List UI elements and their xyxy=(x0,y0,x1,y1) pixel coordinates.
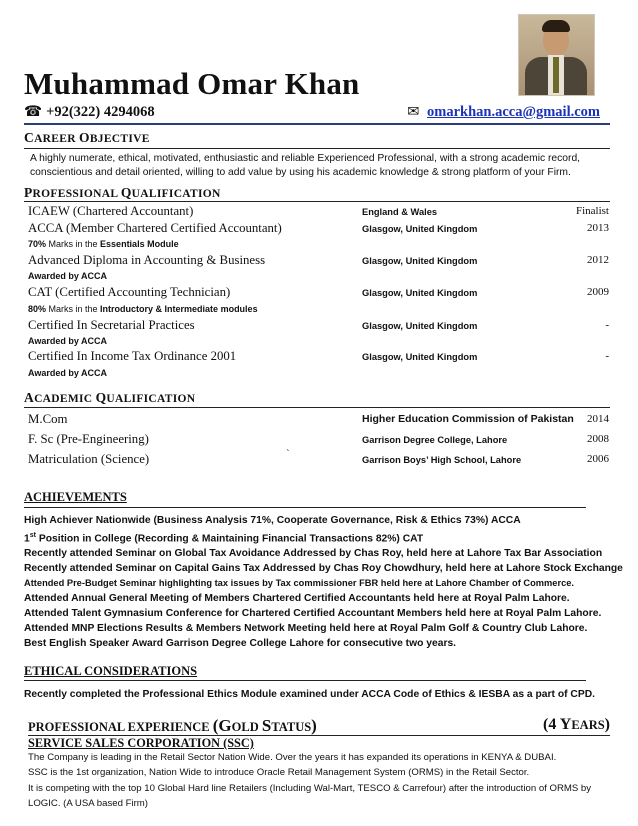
qualification-location: Glasgow, United Kingdom xyxy=(362,288,478,298)
qualification-row xyxy=(28,204,612,220)
qualification-note: 70% Marks in the Essentials Module xyxy=(28,239,179,249)
qualification-note: Awarded by ACCA xyxy=(28,336,108,346)
qualification-title: Advanced Diploma in Accounting & Business xyxy=(28,253,266,267)
achievement-item: Attended MNP Elections Results & Members Network Meeting held here at Royal Palm Golf & Country Club Lahore. xyxy=(24,623,588,635)
description-line: The Company is leading in the Retail Sector Nation Wide. Over the years it has expanded its operations in KENYA & DUBAI. xyxy=(28,752,557,763)
academic-title: M.Com xyxy=(28,412,68,426)
section-divider xyxy=(24,407,610,408)
qualification-note: Awarded by ACCA xyxy=(28,368,108,378)
description-line: LOGIC. (A USA based Firm) xyxy=(28,798,148,810)
description-line: It is competing with the top 10 Global Hard line Retailers (Including Wal-Mart, TESCO & Carrefour) after the introduction of ORMS by xyxy=(28,782,592,794)
qualification-location: Glasgow, United Kingdom xyxy=(362,224,478,234)
academic-year: 2014 xyxy=(587,413,609,425)
achievement-item: Attended Annual General Meeting of Members Chartered Certified Accountants held here at Royal Palm Lahore. xyxy=(24,593,570,605)
academic-year: 2008 xyxy=(587,433,609,445)
qualification-title: Certified In Secretarial Practices xyxy=(28,318,195,332)
qualification-location: Glasgow, United Kingdom xyxy=(362,321,478,331)
academic-qualification-heading: ACADEMIC QUALIFICATION xyxy=(24,390,196,405)
academic-title: Matriculation (Science) xyxy=(28,452,150,466)
description-line: SSC is the 1st organization, Nation Wide to introduce Oracle Retail Management System (ORMS) in the Retail Sector. xyxy=(28,767,530,779)
achievement-item: Attended Talent Gymnasium Conference for Chartered Certified Accountant Members held here at Royal Palm Lahore. xyxy=(24,608,602,620)
stray-mark: ` xyxy=(286,448,290,460)
qualification-location: England & Wales xyxy=(362,207,438,217)
academic-institution: Garrison Boys’ High School, Lahore xyxy=(362,455,522,465)
phone-number: +92(322) 4294068 xyxy=(46,104,155,120)
section-divider xyxy=(24,507,586,508)
ethical-considerations-text: Recently completed the Professional Ethics Module examined under ACCA Code of Ethics & IESBA as a part of CPD. xyxy=(24,689,596,700)
photo-tie xyxy=(553,57,559,93)
qualification-row xyxy=(28,318,612,334)
email-line xyxy=(407,104,600,121)
achievement-item: High Achiever Nationwide (Business Analysis 71%, Cooperate Governance, Risk & Ethics 73%) ACCA xyxy=(24,515,521,526)
academic-row xyxy=(28,432,612,448)
company-description xyxy=(28,750,613,812)
header-divider xyxy=(24,123,610,125)
envelope-icon: ✉ xyxy=(407,104,420,120)
academic-institution: Higher Education Commission of Pakistan xyxy=(362,413,574,425)
qualification-title: ACCA (Member Chartered Certified Accountant) xyxy=(28,221,282,235)
academic-title: F. Sc (Pre-Engineering) xyxy=(28,432,149,446)
company-name: SERVICE SALES CORPORATION (SSC) xyxy=(28,736,254,750)
section-divider xyxy=(24,680,586,681)
professional-qualification-heading: PROFESSIONAL QUALIFICATION xyxy=(24,185,221,200)
phone-line xyxy=(24,104,155,121)
qualification-year: 2009 xyxy=(587,286,609,298)
professional-experience-heading: PROFESSIONAL EXPERIENCE (GOLD STATUS) xyxy=(28,716,317,735)
academic-institution: Garrison Degree College, Lahore xyxy=(362,435,508,445)
qualification-year: - xyxy=(605,319,609,331)
achievement-item: Attended Pre-Budget Seminar highlighting tax issues by Tax commissioner FBR held here at Lahore Chamber of Commerce. xyxy=(24,578,575,589)
achievement-item: Recently attended Seminar on Global Tax Avoidance Addressed by Chas Roy, held here at Lahore Tax Bar Association xyxy=(24,548,603,560)
qualification-row xyxy=(28,349,612,365)
section-divider xyxy=(24,148,610,149)
qualification-year: 2012 xyxy=(587,254,609,266)
email-link[interactable]: omarkhan.acca@gmail.com xyxy=(427,104,600,120)
academic-year: 2006 xyxy=(587,453,609,465)
ethical-considerations-heading: ETHICAL CONSIDERATIONS xyxy=(24,664,198,678)
achievements-list xyxy=(24,513,624,651)
achievement-item: Best English Speaker Award Garrison Degree College Lahore for consecutive two years. xyxy=(24,638,457,650)
qualification-row xyxy=(28,285,612,301)
achievement-item: 1st Position in College (Recording & Maintaining Financial Transactions 82%) CAT xyxy=(24,532,424,545)
academic-row xyxy=(28,412,612,428)
candidate-name: Muhammad Omar Khan xyxy=(24,66,360,101)
telephone-icon: ☎ xyxy=(24,104,43,120)
qualification-title: Certified In Income Tax Ordinance 2001 xyxy=(28,349,237,363)
qualification-note: Awarded by ACCA xyxy=(28,271,108,281)
qualification-title: CAT (Certified Accounting Technician) xyxy=(28,285,231,299)
qualification-title: ICAEW (Chartered Accountant) xyxy=(28,204,194,218)
qualification-year: - xyxy=(605,350,609,362)
achievement-item: Recently attended Seminar on Capital Gains Tax Addressed by Chas Roy Chowdhury, held here at Lahore Stock Exchange xyxy=(24,563,623,575)
qualification-row xyxy=(28,221,612,237)
qualification-location: Glasgow, United Kingdom xyxy=(362,352,478,362)
profile-photo xyxy=(518,14,595,96)
section-divider xyxy=(24,201,610,202)
qualification-year: 2013 xyxy=(587,222,609,234)
achievements-heading: ACHIEVEMENTS xyxy=(24,490,127,504)
academic-row xyxy=(28,448,612,468)
career-objective-text: A highly numerate, ethical, motivated, enthusiastic and reliable Experienced Professional, with a strong academic record, conscientious and detail oriented, willing to add value by using his academic knowledge & strong platform of your Firm. xyxy=(30,153,581,178)
qualification-note: 80% Marks in the Introductory & Intermediate modules xyxy=(28,304,258,314)
qualification-year: Finalist xyxy=(575,205,609,217)
qualification-location: Glasgow, United Kingdom xyxy=(362,256,478,266)
qualification-row xyxy=(28,253,612,269)
experience-duration: (4 YEARS) xyxy=(543,716,610,733)
career-objective-heading: CAREER OBJECTIVE xyxy=(24,130,150,145)
photo-hair xyxy=(542,20,570,32)
